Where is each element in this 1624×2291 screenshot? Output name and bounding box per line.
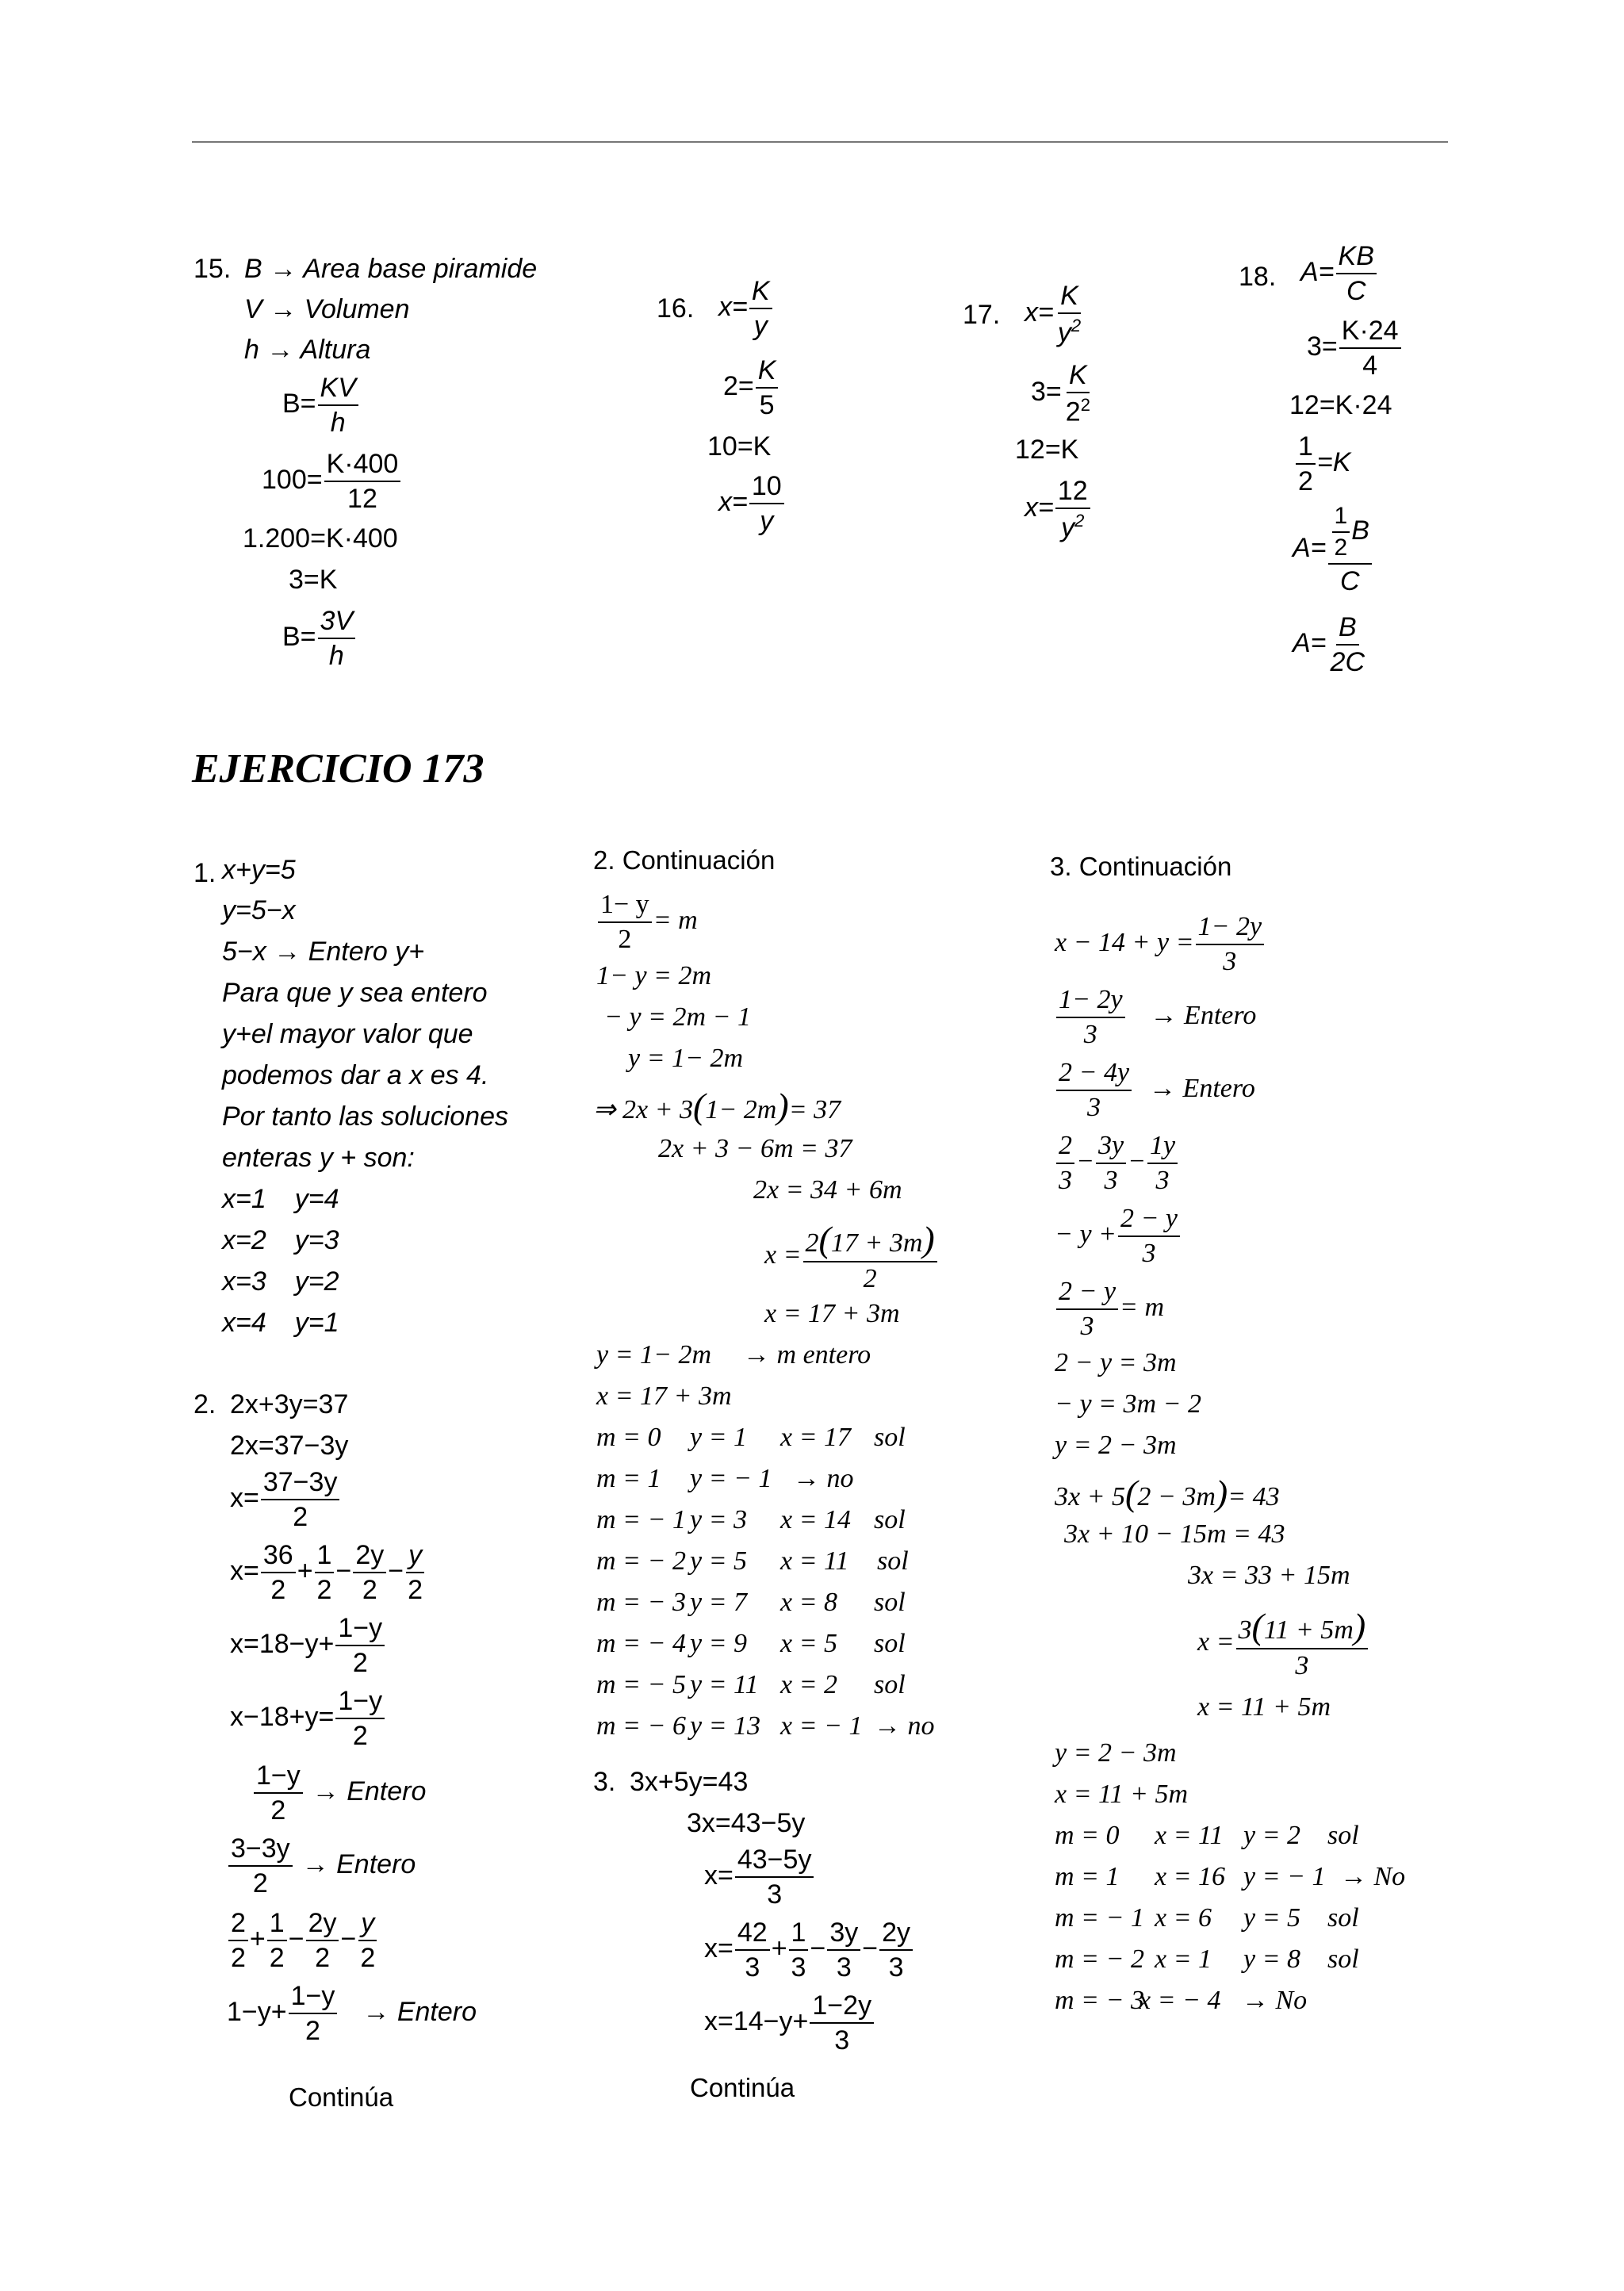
equation: x = $\frac{2(17 + 3m)}{2}$ bbox=[764, 1221, 939, 1293]
problem-number: 17. bbox=[963, 300, 1001, 330]
equation: x= $\frac{36}{2}$ + $\frac{1}{2}$ − $\frac{2y}{2}$ − $\frac{y}{2}$ bbox=[230, 1542, 427, 1603]
equation: B= $\frac{3V}{h}$ bbox=[282, 607, 357, 669]
definition-line: V → Volumen bbox=[244, 294, 410, 324]
fraction: $\frac{1-y}{2}$ bbox=[335, 1615, 385, 1676]
equation: y = 1− 2m bbox=[628, 1044, 744, 1073]
fraction: $\frac{3-3y}{2}$ bbox=[228, 1835, 293, 1897]
table-row: m = 0 y = 1 x = 17 sol bbox=[596, 1423, 906, 1452]
equation: 1.200=K·400 bbox=[243, 523, 398, 554]
equation: 3= $\frac{K\cdot 24}{4}$ bbox=[1307, 317, 1403, 379]
equation: 1− y = 2m bbox=[596, 961, 712, 990]
equation: 3=K bbox=[289, 565, 338, 595]
equation: A= $\frac{B}{2C}$ bbox=[1293, 614, 1369, 676]
equation: y = 1− 2m → m entero bbox=[596, 1340, 871, 1370]
table-row: m = − 5 y = 11 x = 2 sol bbox=[596, 1670, 906, 1699]
fraction: $\frac{1}{2}$ bbox=[1296, 433, 1316, 495]
equation: 3x + 10 − 15m = 43 bbox=[1064, 1519, 1285, 1549]
fraction: $\frac{K}{y^2}$ bbox=[1057, 281, 1082, 348]
problem-number: 2. bbox=[193, 1389, 216, 1419]
equation: A= $\frac{1}{2}$ B C bbox=[1293, 504, 1373, 595]
equation: x= $\frac{10}{y}$ bbox=[718, 473, 786, 534]
equation: $\frac{1- 2y}{3}$ → Entero bbox=[1055, 987, 1256, 1048]
equation: 3x = 33 + 15m bbox=[1188, 1561, 1350, 1590]
equation: $\frac{1}{2}$ =K bbox=[1294, 433, 1350, 495]
solution-line: x=3 y=2 bbox=[222, 1266, 339, 1297]
fraction: $\frac{3(11 + 5m)}{3}$ bbox=[1236, 1608, 1369, 1680]
header-rule bbox=[192, 141, 1448, 143]
equation: 2x=37−3y bbox=[230, 1431, 349, 1461]
fraction: $\frac{K}{2^2}$ bbox=[1065, 360, 1090, 427]
fraction: $\frac{B}{2C}$ bbox=[1330, 612, 1365, 677]
definition-line: h → Altura bbox=[244, 335, 371, 365]
fraction: $\frac{12}{y^2}$ bbox=[1055, 477, 1090, 541]
definition-line: B → Area base piramide bbox=[244, 254, 538, 284]
fraction: $\frac{1-2y}{3}$ bbox=[810, 1992, 874, 2054]
equation: A= $\frac{KB}{C}$ bbox=[1300, 243, 1378, 305]
fraction: $\frac{3V}{h}$ bbox=[318, 607, 356, 669]
equation: 100= $\frac{K\cdot 400}{12}$ bbox=[262, 450, 402, 512]
text-line: y=5−x bbox=[222, 895, 296, 925]
equation: 2 − y = 3m bbox=[1055, 1348, 1177, 1377]
section-title: 3. Continuación bbox=[1050, 852, 1232, 881]
equation: 3x + 5(2 − 3m)= 43 bbox=[1055, 1473, 1280, 1513]
table-row: m = − 1 y = 3 x = 14 sol bbox=[596, 1505, 906, 1534]
equation: x = 11 + 5m bbox=[1197, 1692, 1331, 1722]
equation: x= $\frac{37-3y}{2}$ bbox=[230, 1469, 341, 1531]
fraction: $\frac{37-3y}{2}$ bbox=[261, 1469, 340, 1531]
fraction: $\frac{K}{y}$ bbox=[749, 278, 772, 339]
equation: 3= $\frac{K}{2^2}$ bbox=[1031, 362, 1094, 425]
equation: x=14−y+ $\frac{1-2y}{3}$ bbox=[704, 1992, 875, 2054]
fraction: $\frac{1-y}{2}$ bbox=[254, 1762, 303, 1824]
equation: 2x = 34 + 6m bbox=[753, 1175, 902, 1205]
table-row: m = − 3 y = 7 x = 8 sol bbox=[596, 1588, 906, 1617]
equation: 2x+3y=37 bbox=[230, 1389, 349, 1419]
equation: $\frac{3-3y}{2}$ → Entero bbox=[227, 1835, 416, 1897]
equation: $\frac{2 - y}{3}$ = m bbox=[1055, 1278, 1164, 1340]
equation: 3x=43−5y bbox=[687, 1808, 806, 1838]
text-line: Para que y sea entero bbox=[222, 978, 488, 1008]
equation: 2x + 3 − 6m = 37 bbox=[658, 1134, 852, 1163]
equation: − y = 3m − 2 bbox=[1055, 1389, 1201, 1419]
equation: x= $\frac{K}{y}$ bbox=[718, 278, 774, 339]
equation: B= $\frac{KV}{h}$ bbox=[282, 374, 360, 436]
equation: ⇒ 2x + 3(1− 2m)= 37 bbox=[593, 1086, 841, 1126]
equation: $\frac{2 - 4y}{3}$ → Entero bbox=[1055, 1059, 1255, 1121]
fraction: $\frac{K\cdot 400}{12}$ bbox=[324, 450, 401, 512]
problem-number: 18. bbox=[1239, 262, 1277, 292]
equation: − y + $\frac{2 - y}{3}$ bbox=[1055, 1205, 1182, 1267]
equation: x = $\frac{3(11 + 5m)}{3}$ bbox=[1197, 1608, 1369, 1680]
continue-label: Continúa bbox=[690, 2073, 795, 2102]
equation: 12=K·24 bbox=[1289, 390, 1392, 420]
problem-number: 1. bbox=[193, 858, 216, 888]
table-row: m = − 3x = − 4 → No bbox=[1055, 1986, 1308, 2015]
equation: x= $\frac{K}{y^2}$ bbox=[1025, 282, 1085, 346]
equation: 3x+5y=43 bbox=[630, 1767, 749, 1797]
text-line: Por tanto las soluciones bbox=[222, 1101, 508, 1132]
fraction: $\frac{2(17 + 3m)}{2}$ bbox=[803, 1221, 937, 1293]
equation: x − 14 + y = $\frac{1- 2y}{3}$ bbox=[1055, 914, 1266, 975]
fraction: $\frac{1}{2}$ B C bbox=[1328, 504, 1372, 595]
equation: x= $\frac{43-5y}{3}$ bbox=[704, 1846, 815, 1908]
problem-number: 3. bbox=[593, 1767, 616, 1797]
table-row: m = − 2 y = 5 x = 11 sol bbox=[596, 1546, 909, 1576]
fraction: $\frac{1- y}{2}$ bbox=[598, 891, 652, 953]
page-title: EJERCICIO 173 bbox=[192, 746, 485, 791]
table-row: m = 1 y = − 1 → no bbox=[596, 1464, 854, 1493]
equation: 2= $\frac{K}{5}$ bbox=[723, 357, 779, 419]
table-row: m = 0 x = 11 y = 2 sol bbox=[1055, 1821, 1359, 1850]
equation: $\frac{1-y}{2}$ → Entero bbox=[252, 1762, 426, 1824]
equation: x = 17 + 3m bbox=[764, 1299, 900, 1328]
table-row: m = − 6 y = 13 x = − 1 → no bbox=[596, 1711, 935, 1741]
section-title: 2. Continuación bbox=[593, 845, 776, 875]
equation: $\frac{2}{3}$ − $\frac{3y}{3}$ − $\frac{1y}{3}$ bbox=[1055, 1132, 1179, 1194]
fraction: $\frac{K}{5}$ bbox=[756, 357, 779, 419]
equation: 1−y+ $\frac{1-y}{2}$ → Entero bbox=[227, 1981, 477, 2046]
equation: x = 17 + 3m bbox=[596, 1381, 732, 1411]
equation: x= $\frac{12}{y^2}$ bbox=[1025, 477, 1092, 541]
fraction: $\frac{1-y}{2}$ bbox=[335, 1688, 385, 1749]
problem-number: 16. bbox=[657, 293, 695, 324]
solution-line: x=1 y=4 bbox=[222, 1184, 339, 1214]
fraction: $\frac{2 - y}{3}$ bbox=[1056, 1278, 1118, 1340]
table-row: m = − 4 y = 9 x = 5 sol bbox=[596, 1629, 906, 1658]
equation: y = 2 − 3m bbox=[1055, 1431, 1177, 1460]
fraction: $\frac{KB}{C}$ bbox=[1336, 243, 1377, 305]
equation: $\frac{1- y}{2}$ = m bbox=[596, 891, 698, 953]
equation: y = 2 − 3m bbox=[1055, 1738, 1177, 1768]
fraction: $\frac{1-y}{2}$ bbox=[289, 1983, 338, 2044]
equation: 12=K bbox=[1015, 435, 1079, 465]
equation: x = 11 + 5m bbox=[1055, 1780, 1189, 1809]
text-line: podemos dar a x es 4. bbox=[222, 1060, 489, 1090]
equation: x= $\frac{42}{3}$ + $\frac{1}{3}$ − $\frac{3y}{3}$ − $\frac{2y}{3}$ bbox=[704, 1919, 914, 1981]
fraction: $\frac{43-5y}{3}$ bbox=[735, 1846, 814, 1908]
text-line: y+el mayor valor que bbox=[222, 1019, 473, 1049]
text-line: enteras y + son: bbox=[222, 1143, 415, 1173]
text-line: 5−x → Entero y+ bbox=[222, 937, 425, 967]
equation: x=18−y+ $\frac{1-y}{2}$ bbox=[230, 1615, 386, 1676]
equation: − y = 2m − 1 bbox=[604, 1002, 751, 1032]
equation: 10=K bbox=[707, 431, 772, 462]
fraction: $\frac{1- 2y}{3}$ bbox=[1196, 914, 1265, 975]
text-line: x+y=5 bbox=[222, 855, 296, 885]
solution-line: x=2 y=3 bbox=[222, 1225, 339, 1255]
equation: x−18+y= $\frac{1-y}{2}$ bbox=[230, 1688, 386, 1749]
continue-label: Continúa bbox=[289, 2082, 394, 2112]
fraction: $\frac{2 - 4y}{3}$ bbox=[1056, 1059, 1132, 1121]
fraction: $\frac{KV}{h}$ bbox=[318, 374, 358, 436]
table-row: m = 1 x = 16 y = − 1 → No bbox=[1055, 1862, 1406, 1891]
problem-number: 15. bbox=[193, 254, 232, 284]
fraction: $\frac{K\cdot 24}{4}$ bbox=[1339, 317, 1401, 379]
table-row: m = − 2 x = 1 y = 8 sol bbox=[1055, 1944, 1359, 1974]
solution-line: x=4 y=1 bbox=[222, 1308, 339, 1338]
fraction: $\frac{10}{y}$ bbox=[749, 473, 784, 534]
table-row: m = − 1 x = 6 y = 5 sol bbox=[1055, 1903, 1359, 1933]
equation: $\frac{2}{2}$ + $\frac{1}{2}$ − $\frac{2y}{2}$ − $\frac{y}{2}$ bbox=[227, 1910, 379, 1971]
fraction: $\frac{1- 2y}{3}$ bbox=[1056, 987, 1125, 1048]
fraction: $\frac{2 - y}{3}$ bbox=[1118, 1205, 1180, 1267]
